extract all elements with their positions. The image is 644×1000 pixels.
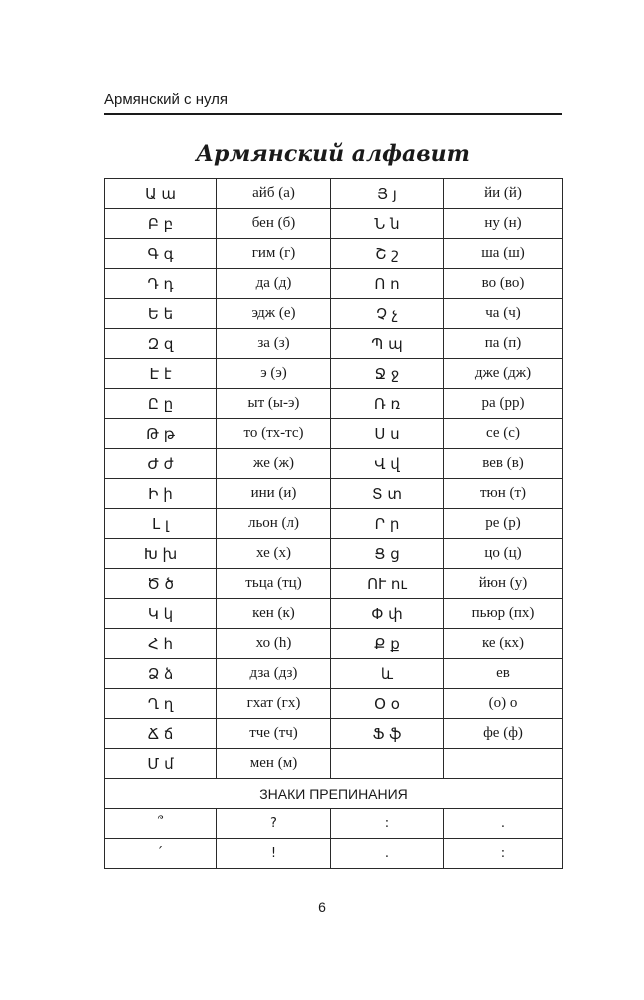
- armenian-letter-right: Ջ ջ: [331, 359, 444, 389]
- letter-name-right: пьюр (пх): [444, 599, 563, 629]
- punctuation-row: [105, 809, 563, 839]
- alphabet-row: [105, 629, 563, 659]
- page-title: Армянский алфавит: [196, 141, 470, 167]
- alphabet-row: [105, 719, 563, 749]
- alphabet-row: [105, 749, 563, 779]
- letter-name-left: эдж (е): [217, 299, 331, 329]
- letter-name-right: ша (ш): [444, 239, 563, 269]
- armenian-letter-left: Խ խ: [105, 539, 217, 569]
- alphabet-row: [105, 449, 563, 479]
- letter-name-left: гим (г): [217, 239, 331, 269]
- alphabet-row: [105, 419, 563, 449]
- header-rule: [104, 113, 562, 115]
- letter-name-right: ре (р): [444, 509, 563, 539]
- armenian-letter-left: Կ կ: [105, 599, 217, 629]
- armenian-letter-left: Գ գ: [105, 239, 217, 269]
- alphabet-row: [105, 269, 563, 299]
- alphabet-row: [105, 209, 563, 239]
- letter-name-right: йюн (у): [444, 569, 563, 599]
- alphabet-row: [105, 509, 563, 539]
- armenian-letter-left: Զ զ: [105, 329, 217, 359]
- alphabet-row: [105, 659, 563, 689]
- letter-name-right: тюн (т): [444, 479, 563, 509]
- punctuation-exclamation-mark: !: [217, 839, 331, 869]
- armenian-letter-left: Ձ ձ: [105, 659, 217, 689]
- alphabet-row: [105, 179, 563, 209]
- armenian-letter-left: Դ դ: [105, 269, 217, 299]
- alphabet-row: [105, 239, 563, 269]
- armenian-letter-right: Տ տ: [331, 479, 444, 509]
- punctuation-heading: ЗНАКИ ПРЕПИНАНИЯ: [105, 779, 563, 809]
- armenian-letter-left: Լ լ: [105, 509, 217, 539]
- armenian-letter-right: Վ վ: [331, 449, 444, 479]
- armenian-letter-right: Ց ց: [331, 539, 444, 569]
- armenian-letter-right: Փ փ: [331, 599, 444, 629]
- letter-name-left: же (ж): [217, 449, 331, 479]
- armenian-letter-left: Թ թ: [105, 419, 217, 449]
- letter-name-right: во (во): [444, 269, 563, 299]
- alphabet-row: [105, 479, 563, 509]
- letter-name-right: ра (рр): [444, 389, 563, 419]
- armenian-letter-left: Ի ի: [105, 479, 217, 509]
- punctuation-colon: :: [444, 839, 563, 869]
- letter-name-right: цо (ц): [444, 539, 563, 569]
- letter-name-right: (о) о: [444, 689, 563, 719]
- armenian-letter-right: Ն ն: [331, 209, 444, 239]
- letter-name-right: вев (в): [444, 449, 563, 479]
- armenian-letter-left: Ա ա: [105, 179, 217, 209]
- armenian-letter-left: Ծ ծ: [105, 569, 217, 599]
- armenian-letter-left: Մ մ: [105, 749, 217, 779]
- letter-name-right: се (с): [444, 419, 563, 449]
- armenian-letter-right: Ք ք: [331, 629, 444, 659]
- letter-name-left: кен (к): [217, 599, 331, 629]
- armenian-letter-right: Օ օ: [331, 689, 444, 719]
- alphabet-row: [105, 389, 563, 419]
- letter-name-left: айб (а): [217, 179, 331, 209]
- armenian-letter-left: Ժ ժ: [105, 449, 217, 479]
- armenian-letter-left: Ճ ճ: [105, 719, 217, 749]
- punctuation-period: .: [444, 809, 563, 839]
- page-number: 6: [318, 899, 326, 915]
- letter-name-left: гхат (гх): [217, 689, 331, 719]
- armenian-letter-right: Ֆ ֆ: [331, 719, 444, 749]
- alphabet-row: [105, 599, 563, 629]
- punctuation-armenian-dot: .: [331, 839, 444, 869]
- armenian-letter-right: Ր ր: [331, 509, 444, 539]
- letter-name-left: тче (тч): [217, 719, 331, 749]
- letter-name-right: ев: [444, 659, 563, 689]
- letter-name-left: дза (дз): [217, 659, 331, 689]
- armenian-letter-left: Ե ե: [105, 299, 217, 329]
- armenian-letter-right: Ո ո: [331, 269, 444, 299]
- letter-name-right: [444, 749, 563, 779]
- letter-name-left: бен (б): [217, 209, 331, 239]
- letter-name-left: тьца (тц): [217, 569, 331, 599]
- letter-name-left: э (э): [217, 359, 331, 389]
- letter-name-right: фе (ф): [444, 719, 563, 749]
- armenian-letter-right: և: [331, 659, 444, 689]
- armenian-letter-right: Ս ս: [331, 419, 444, 449]
- letter-name-left: ыт (ы-э): [217, 389, 331, 419]
- armenian-letter-left: Ղ ղ: [105, 689, 217, 719]
- letter-name-right: ке (кх): [444, 629, 563, 659]
- punctuation-question-mark: ?: [217, 809, 331, 839]
- alphabet-row: [105, 539, 563, 569]
- punctuation-armenian-period: :: [331, 809, 444, 839]
- alphabet-table: [104, 178, 563, 869]
- armenian-letter-right: Ռ ռ: [331, 389, 444, 419]
- armenian-letter-left: Բ բ: [105, 209, 217, 239]
- letter-name-left: ини (и): [217, 479, 331, 509]
- alphabet-table-body: [105, 179, 563, 869]
- armenian-letter-right: Յ յ: [331, 179, 444, 209]
- letter-name-right: ча (ч): [444, 299, 563, 329]
- alphabet-row: [105, 569, 563, 599]
- armenian-letter-right: ՈՒ ու: [331, 569, 444, 599]
- letter-name-right: па (п): [444, 329, 563, 359]
- punctuation-armenian-exclamation: ՛: [105, 839, 217, 869]
- letter-name-left: хо (h): [217, 629, 331, 659]
- punctuation-heading-row: [105, 779, 563, 809]
- armenian-letter-left: Ը ը: [105, 389, 217, 419]
- armenian-letter-right: [331, 749, 444, 779]
- armenian-letter-right: Չ չ: [331, 299, 444, 329]
- letter-name-left: хе (х): [217, 539, 331, 569]
- armenian-letter-left: Հ հ: [105, 629, 217, 659]
- letter-name-right: йи (й): [444, 179, 563, 209]
- punctuation-armenian-question: ՞: [105, 809, 217, 839]
- letter-name-right: дже (дж): [444, 359, 563, 389]
- armenian-letter-left: Է է: [105, 359, 217, 389]
- alphabet-row: [105, 329, 563, 359]
- armenian-letter-right: Պ պ: [331, 329, 444, 359]
- letter-name-left: мен (м): [217, 749, 331, 779]
- armenian-letter-right: Շ շ: [331, 239, 444, 269]
- letter-name-right: ну (н): [444, 209, 563, 239]
- letter-name-left: то (тх-тс): [217, 419, 331, 449]
- alphabet-row: [105, 299, 563, 329]
- letter-name-left: за (з): [217, 329, 331, 359]
- letter-name-left: льон (л): [217, 509, 331, 539]
- running-title: Армянский с нуля: [104, 91, 229, 108]
- letter-name-left: да (д): [217, 269, 331, 299]
- alphabet-row: [105, 359, 563, 389]
- punctuation-row: [105, 839, 563, 869]
- alphabet-row: [105, 689, 563, 719]
